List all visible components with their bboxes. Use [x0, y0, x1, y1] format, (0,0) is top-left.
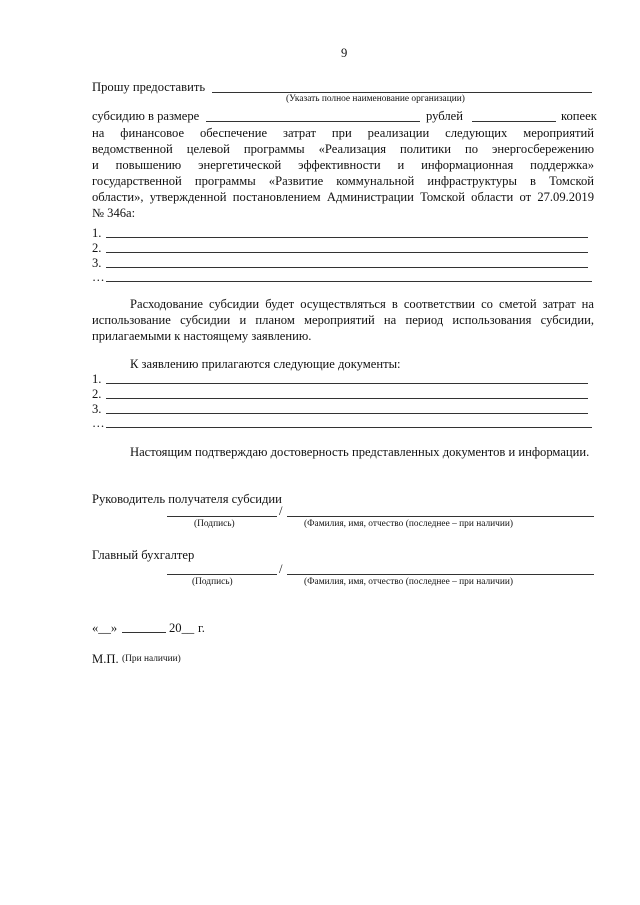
attachments-intro: К заявлению прилагаются следующие документы:	[130, 357, 401, 371]
request-label: Прошу предоставить	[92, 80, 206, 94]
signature-hint: (Подпись)	[194, 519, 235, 529]
measure-line-more[interactable]	[106, 281, 592, 282]
organization-hint: (Указать полное наименование организации)	[286, 94, 465, 104]
page-number: 9	[341, 46, 348, 60]
head-signature-title: Руководитель получателя субсидии	[92, 492, 282, 506]
request-text-line: области», утвержденной постановлением Администрации Томской области от 27.09.2019	[92, 190, 594, 204]
stamp-note: (При наличии)	[122, 654, 181, 664]
rubles-amount-line[interactable]	[206, 121, 420, 122]
request-text-line: и повышению энергетической эффективности и информационная поддержка»	[92, 158, 594, 172]
measure-number: 2.	[92, 241, 102, 255]
rubles-label: рублей	[426, 109, 463, 123]
full-name-hint: (Фамилия, имя, отчество (последнее – при наличии)	[304, 577, 514, 587]
measure-ellipsis: …	[92, 270, 105, 284]
attachment-line-1[interactable]	[106, 383, 588, 384]
measure-line-3[interactable]	[106, 267, 588, 268]
attachment-line-2[interactable]	[106, 398, 588, 399]
organization-name-line[interactable]	[212, 92, 592, 93]
attachment-number: 2.	[92, 387, 102, 401]
accountant-full-name-line[interactable]	[287, 574, 594, 575]
accountant-signature-title: Главный бухгалтер	[92, 548, 195, 562]
stamp-label: М.П.	[92, 652, 119, 666]
kopecks-label: копеек	[561, 109, 597, 123]
date-year-suffix: г.	[198, 621, 205, 635]
attachment-number: 3.	[92, 402, 102, 416]
request-text-line: государственной программы «Развитие коммунальной инфраструктуры в Томской	[92, 174, 594, 188]
measure-line-1[interactable]	[106, 237, 588, 238]
request-text-line: ведомственной целевой программы «Реализация политики по энергосбережению	[92, 142, 594, 156]
spending-paragraph: Расходование субсидии будет осуществляться в соответствии со сметой затрат на использование субсидии и планом мероприятий на период использования субсидии, прилагаемыми к настоящему заявлению.	[92, 297, 594, 343]
subsidy-amount-label: субсидию в размере	[92, 109, 200, 123]
date-year: 20__	[169, 621, 195, 635]
head-signature-line[interactable]	[167, 516, 277, 517]
measure-number: 3.	[92, 256, 102, 270]
signature-slash: /	[279, 562, 283, 576]
date-day: «__»	[92, 621, 118, 635]
signature-slash: /	[279, 504, 283, 518]
attachment-line-3[interactable]	[106, 413, 588, 414]
attachment-ellipsis: …	[92, 416, 105, 430]
kopecks-amount-line[interactable]	[472, 121, 556, 122]
attachment-line-more[interactable]	[106, 427, 592, 428]
date-month-line[interactable]	[122, 632, 166, 633]
signature-hint: (Подпись)	[192, 577, 233, 587]
accountant-signature-line[interactable]	[167, 574, 277, 575]
measure-number: 1.	[92, 226, 102, 240]
request-text-line: на финансовое обеспечение затрат при реализации следующих мероприятий	[92, 126, 594, 140]
measure-line-2[interactable]	[106, 252, 588, 253]
attachment-number: 1.	[92, 372, 102, 386]
full-name-hint: (Фамилия, имя, отчество (последнее – при наличии)	[304, 519, 514, 529]
head-full-name-line[interactable]	[287, 516, 594, 517]
confirmation-paragraph: Настоящим подтверждаю достоверность представленных документов и информации.	[130, 445, 590, 459]
request-text-last-line: № 346а:	[92, 206, 136, 220]
